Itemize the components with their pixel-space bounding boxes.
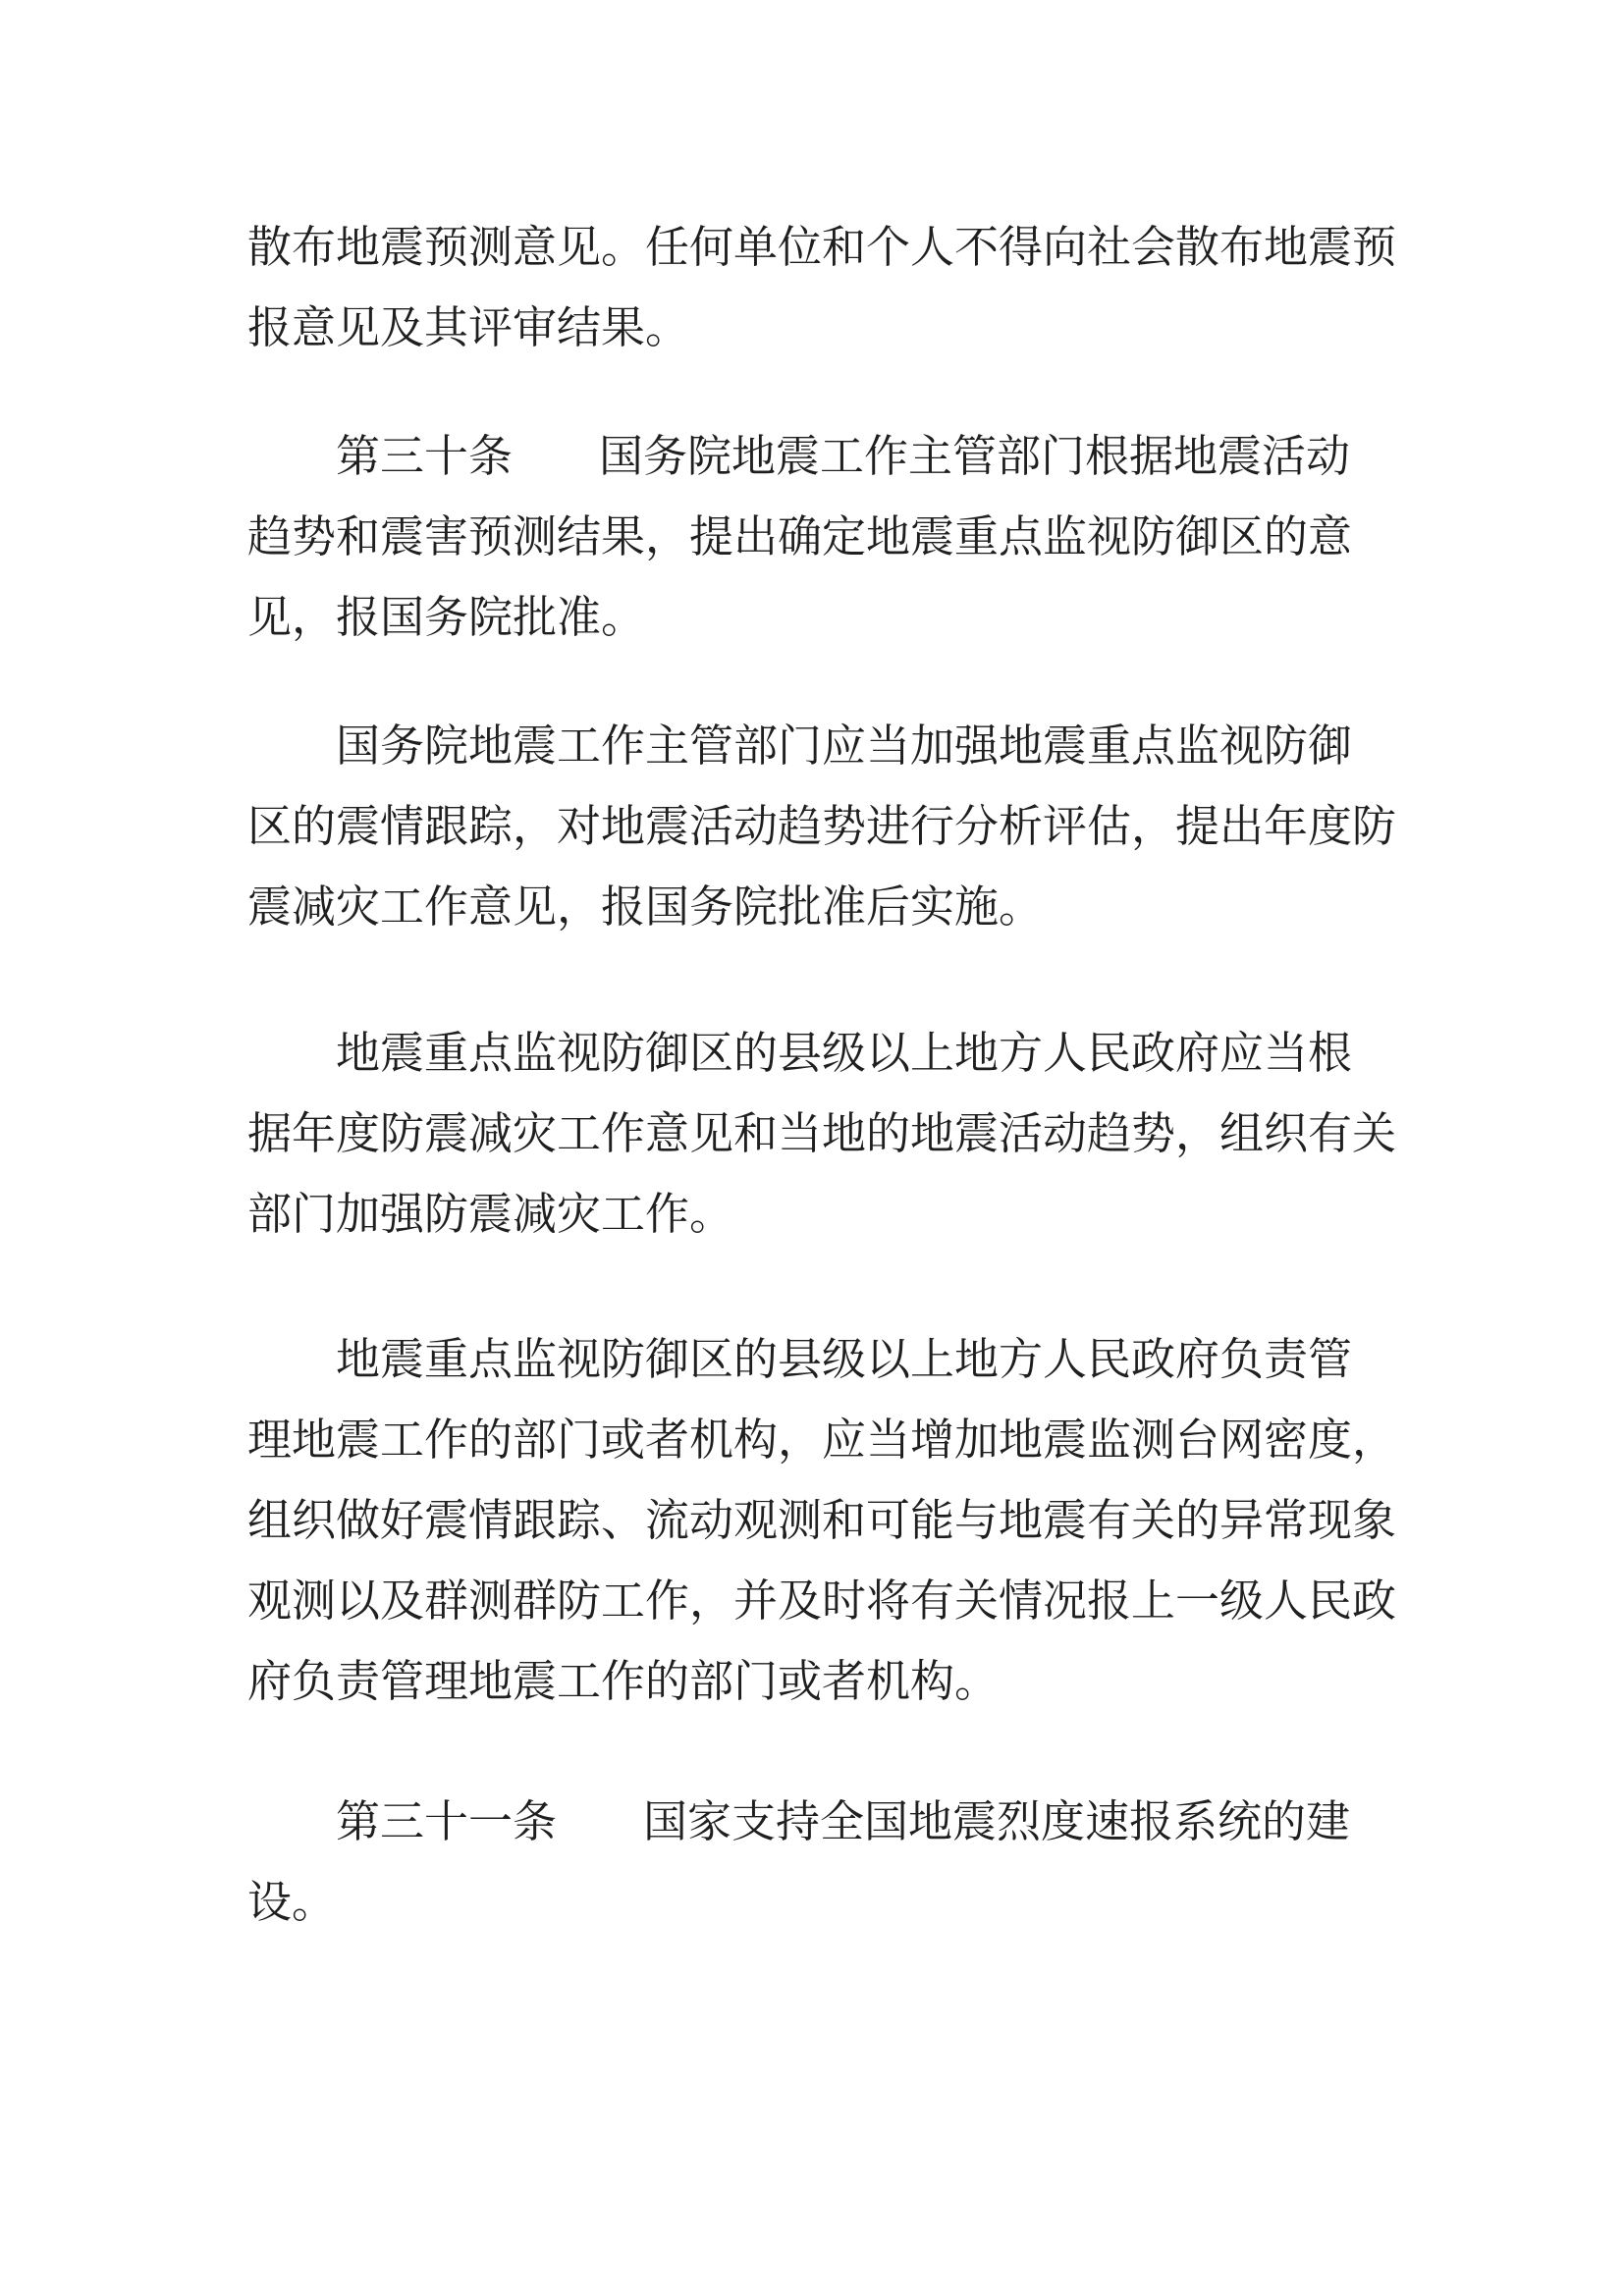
- text-line: 震减灾工作意见，报国务院批准后实施。: [247, 881, 1044, 933]
- text-line: 地震重点监视防御区的县级以上地方人民政府应当根: [336, 1027, 1353, 1079]
- text-line: 趋势和震害预测结果，提出确定地震重点监视防御区的意: [247, 510, 1353, 562]
- text-line: 组织做好震情跟踪、流动观测和可能与地震有关的异常现象: [247, 1494, 1397, 1546]
- text-line: 见，报国务院批准。: [247, 591, 646, 643]
- article-number: 第三十一条: [336, 1795, 558, 1847]
- text-line: 区的震情跟踪，对地震活动趋势进行分析评估，提出年度防: [247, 800, 1397, 852]
- text-line: 据年度防震减灾工作意见和当地的地震活动趋势，组织有关: [247, 1107, 1397, 1159]
- text-line: 散布地震预测意见。任何单位和个人不得向社会散布地震预: [247, 221, 1397, 273]
- text-line: 地震重点监视防御区的县级以上地方人民政府负责管: [336, 1333, 1353, 1385]
- text-line: 部门加强防震减灾工作。: [247, 1188, 734, 1240]
- text-line: 报意见及其评审结果。: [247, 301, 690, 353]
- text-line: 府负责管理地震工作的部门或者机构。: [247, 1655, 1000, 1707]
- article-text: 国务院地震工作主管部门根据地震活动: [599, 430, 1351, 482]
- article-heading-line: [336, 427, 1350, 486]
- article-heading-line: [336, 1792, 1350, 1851]
- text-line: 观测以及群测群防工作，并及时将有关情况报上一级人民政: [247, 1575, 1397, 1627]
- article-number: 第三十条: [336, 430, 514, 482]
- text-line: 设。: [247, 1876, 337, 1928]
- text-line: 国务院地震工作主管部门应当加强地震重点监视防御: [336, 720, 1353, 772]
- text-line: 理地震工作的部门或者机构，应当增加地震监测台网密度，: [247, 1414, 1397, 1466]
- article-text: 国家支持全国地震烈度速报系统的建: [643, 1795, 1351, 1847]
